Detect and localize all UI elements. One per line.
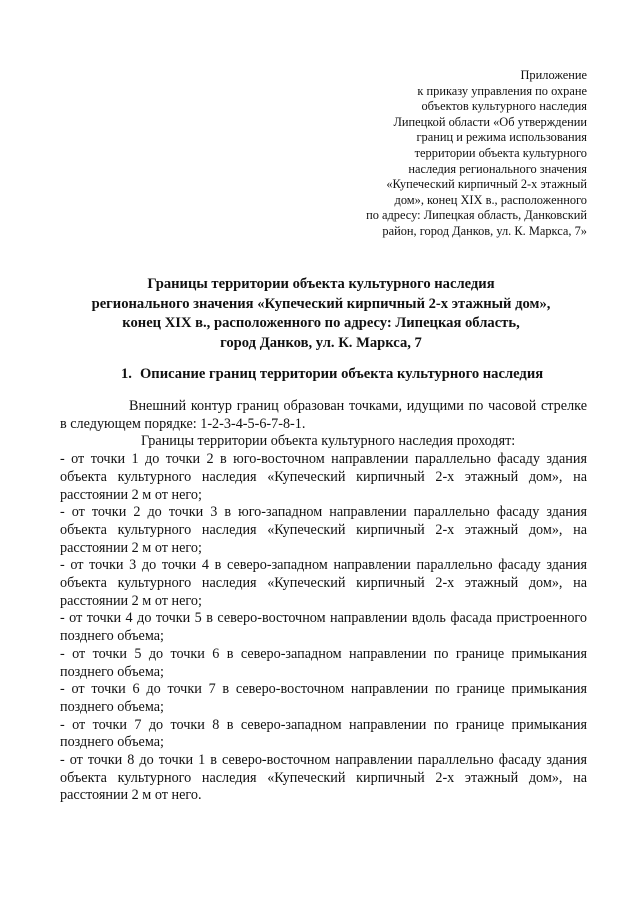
appendix-block xyxy=(317,68,587,240)
appendix-line: границ и режима использования xyxy=(416,130,587,145)
appendix-line: территории объекта культурного xyxy=(414,145,587,160)
section-number: 1. xyxy=(121,366,132,382)
title-line: регионального значения «Купеческий кирпичный 2-х этажный дом», xyxy=(91,295,551,312)
appendix-line: Липецкой области «Об утверждении xyxy=(393,114,587,129)
section-heading-text: Описание границ территории объекта культурного наследия xyxy=(139,366,544,382)
appendix-line: дом», конец XIX в., расположенного xyxy=(394,192,587,207)
boundary-item: - от точки 6 до точки 7 в северо-восточном направлении по границе примыкания позднего объема; xyxy=(60,681,587,715)
boundary-item: - от точки 7 до точки 8 в северо-западном направлении по границе примыкания позднего объема; xyxy=(60,716,587,751)
boundary-item: - от точки 8 до точки 1 в северо-восточном направлении параллельно фасаду здания объекта культурного наследия «Купеческий кирпичный 2-х этажный дом», на расстоянии 2 м от него. xyxy=(60,752,587,804)
section-heading xyxy=(121,364,591,384)
document-body xyxy=(60,398,587,805)
title-line: Границы территории объекта культурного наследия xyxy=(147,276,495,292)
boundary-item: - от точки 1 до точки 2 в юго-восточном направлении параллельно фасаду здания объекта культурного наследия «Купеческий кирпичный 2-х этажный дом», на расстоянии 2 м от него; xyxy=(60,451,587,503)
boundary-item: - от точки 2 до точки 3 в юго-западном направлении параллельно фасаду здания объекта культурного наследия «Купеческий кирпичный 2-х этажный дом», на расстоянии 2 м от него; xyxy=(60,504,587,556)
appendix-line: наследия регионального значения xyxy=(408,161,587,176)
appendix-line: «Купеческий кирпичный 2-х этажный xyxy=(386,177,587,192)
appendix-line: к приказу управления по охране xyxy=(417,83,587,98)
boundary-item: - от точки 4 до точки 5 в северо-восточном направлении вдоль фасада пристроенного позднего объема; xyxy=(60,610,587,645)
appendix-line: объектов культурного наследия xyxy=(421,99,587,114)
lead-paragraph: Границы территории объекта культурного наследия проходят: xyxy=(141,433,516,450)
appendix-line: Приложение xyxy=(520,68,587,82)
title-line: конец XIX в., расположенного по адресу: Липецкая область, xyxy=(122,315,520,332)
appendix-line: район, город Данков, ул. К. Маркса, 7» xyxy=(382,223,587,238)
appendix-line: по адресу: Липецкая область, Данковский xyxy=(366,208,587,223)
boundary-item: - от точки 5 до точки 6 в северо-западном направлении по границе примыкания позднего объема; xyxy=(60,645,587,680)
boundary-item: - от точки 3 до точки 4 в северо-западном направлении параллельно фасаду здания объекта культурного наследия «Купеческий кирпичный 2-х этажный дом», на расстоянии 2 м от него; xyxy=(60,557,587,609)
document-title xyxy=(60,275,582,353)
title-line: город Данков, ул. К. Маркса, 7 xyxy=(220,334,422,351)
intro-paragraph: Внешний контур границ образован точками, идущими по часовой стрелке в следующем порядке: 1-2-3-4-5-6-7-8-1. xyxy=(60,398,587,432)
